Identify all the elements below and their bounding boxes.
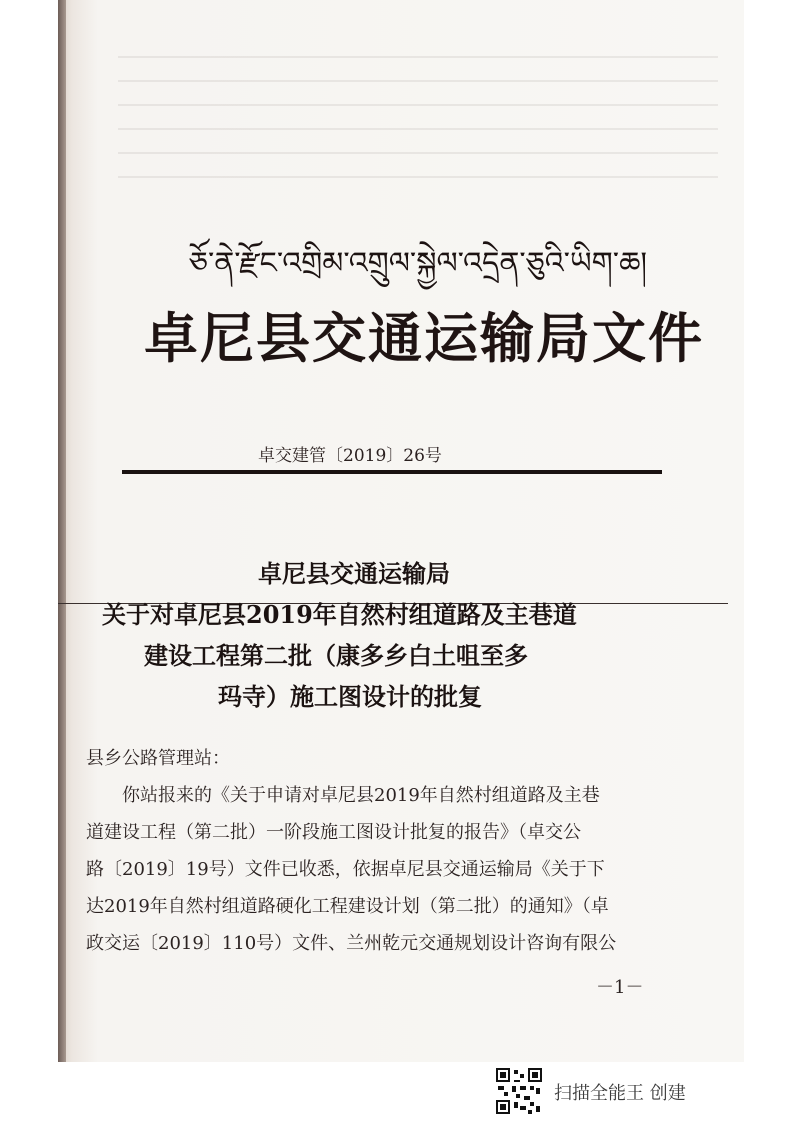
document-title [82, 553, 722, 717]
scanned-document [58, 0, 744, 1062]
qr-code-icon[interactable] [494, 1066, 544, 1116]
scanner-app-label: 扫描全能王 创建 [554, 1083, 686, 1104]
body-line-3: 路〔2019〕19号）文件已收悉，依据卓尼县交通运输局《关于下 [86, 859, 605, 880]
document-number: 卓交建管〔2019〕26号 [258, 446, 442, 466]
body-line-5: 政交运〔2019〕110号）文件、兰州乾元交通规划设计咨询有限公 [86, 933, 617, 954]
body-line-4: 达2019年自然村组道路硬化工程建设计划（第二批）的通知》（卓 [86, 896, 609, 917]
body-line-1: 你站报来的《关于申请对卓尼县2019年自然村组道路及主巷 [122, 785, 600, 806]
salutation: 县乡公路管理站： [86, 748, 230, 769]
title-line-1: 卓尼县交通运输局 [258, 559, 450, 588]
issuer-title: 卓尼县交通运输局文件 [144, 306, 704, 370]
page-number: －1－ [596, 977, 644, 998]
tibetan-header: ཅོ་ནེ་རྫོང་འགྲིམ་འགྲུལ་སྐྱེལ་འདྲེན་ཅུའི་ཡིག་ཆ། [188, 246, 648, 281]
scanner-footer [494, 1066, 754, 1116]
bleed-through [118, 40, 718, 200]
body-line-2: 道建设工程（第二批）一阶段施工图设计批复的报告》（卓交公 [86, 822, 581, 843]
header-rule [122, 470, 662, 474]
title-line-4: 玛寺）施工图设计的批复 [218, 682, 482, 711]
binding-edge [58, 0, 66, 1062]
document-body [86, 740, 686, 962]
title-line-3: 建设工程第二批（康多乡白土咀至多 [144, 641, 528, 670]
title-line-2: 关于对卓尼县2019年自然村组道路及主巷道 [102, 600, 577, 629]
